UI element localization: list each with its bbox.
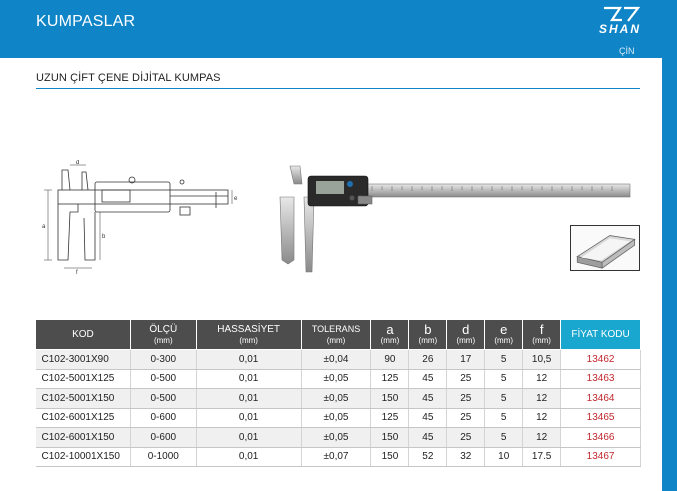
table-cell: 150 <box>371 447 409 467</box>
table-cell: 12 <box>523 389 561 409</box>
table-cell: 25 <box>447 428 485 448</box>
table-cell: 17 <box>447 350 485 370</box>
title-divider <box>36 88 640 89</box>
table-cell: 45 <box>409 428 447 448</box>
table-cell: 5 <box>485 369 523 389</box>
table-cell: 12 <box>523 369 561 389</box>
table-cell: 17.5 <box>523 447 561 467</box>
product-code-cell: C102-3001X90 <box>36 350 131 370</box>
table-cell: 0,01 <box>196 350 301 370</box>
price-code-cell: 13464 <box>561 389 641 409</box>
table-cell: 0,01 <box>196 369 301 389</box>
product-code-cell: C102-6001X150 <box>36 428 131 448</box>
table-cell: ±0,05 <box>301 408 371 428</box>
column-header-hassasiyet: HASSASİYET (mm) <box>196 320 301 350</box>
table-cell: 10,5 <box>523 350 561 370</box>
product-code-cell: C102-6001X125 <box>36 408 131 428</box>
table-cell: 26 <box>409 350 447 370</box>
table-cell: 25 <box>447 389 485 409</box>
table-cell: 0,01 <box>196 447 301 467</box>
dimension-label-a: a <box>42 224 46 230</box>
column-header-e: e (mm) <box>485 320 523 350</box>
table-cell: 45 <box>409 389 447 409</box>
product-code-cell: C102-5001X125 <box>36 369 131 389</box>
table-row <box>36 428 641 448</box>
table-cell: 45 <box>409 408 447 428</box>
table-cell: 10 <box>485 447 523 467</box>
table-cell: 0-600 <box>130 428 196 448</box>
product-title: UZUN ÇİFT ÇENE DİJİTAL KUMPAS <box>36 72 221 84</box>
table-cell: 0-300 <box>130 350 196 370</box>
table-cell: 0-600 <box>130 408 196 428</box>
table-cell: 150 <box>371 428 409 448</box>
table-row <box>36 350 641 370</box>
table-cell: 25 <box>447 408 485 428</box>
column-header-fiyat-kodu: FİYAT KODU <box>561 320 641 350</box>
column-header-f: f (mm) <box>523 320 561 350</box>
price-code-cell: 13467 <box>561 447 641 467</box>
column-header-a: a (mm) <box>371 320 409 350</box>
column-header-b: b (mm) <box>409 320 447 350</box>
table-cell: 0,01 <box>196 428 301 448</box>
origin-label: ÇİN <box>619 46 635 56</box>
table-row <box>36 369 641 389</box>
table-cell: 0,01 <box>196 389 301 409</box>
price-code-cell: 13465 <box>561 408 641 428</box>
table-cell: 25 <box>447 369 485 389</box>
specification-table <box>35 319 641 467</box>
column-header-kod: KOD <box>36 320 131 350</box>
price-code-cell: 13462 <box>561 350 641 370</box>
table-row <box>36 389 641 409</box>
side-strip <box>662 0 677 491</box>
column-header-d: d (mm) <box>447 320 485 350</box>
table-cell: ±0,05 <box>301 389 371 409</box>
table-cell: 5 <box>485 408 523 428</box>
table-cell: 45 <box>409 369 447 389</box>
table-cell: 125 <box>371 408 409 428</box>
table-header-row <box>36 320 641 350</box>
brand-name: SHAN <box>598 22 641 36</box>
page-header <box>0 0 662 58</box>
table-cell: 5 <box>485 428 523 448</box>
table-row <box>36 408 641 428</box>
price-code-cell: 13463 <box>561 369 641 389</box>
caliper-technical-drawing <box>40 160 250 275</box>
table-cell: 0-500 <box>130 369 196 389</box>
table-cell: 12 <box>523 428 561 448</box>
table-cell: 90 <box>371 350 409 370</box>
table-cell: 52 <box>409 447 447 467</box>
column-header-olcu: ÖLÇÜ (mm) <box>130 320 196 350</box>
table-cell: 125 <box>371 369 409 389</box>
dimension-label-b: b <box>102 234 106 240</box>
table-cell: 150 <box>371 389 409 409</box>
table-cell: 0-500 <box>130 389 196 409</box>
table-cell: 0-1000 <box>130 447 196 467</box>
table-row <box>36 447 641 467</box>
table-cell: ±0,05 <box>301 428 371 448</box>
product-code-cell: C102-5001X150 <box>36 389 131 409</box>
table-cell: ±0,04 <box>301 350 371 370</box>
table-cell: 12 <box>523 408 561 428</box>
table-cell: ±0,07 <box>301 447 371 467</box>
product-code-cell: C102-10001X150 <box>36 447 131 467</box>
table-cell: 32 <box>447 447 485 467</box>
price-code-cell: 13466 <box>561 428 641 448</box>
table-cell: 0,01 <box>196 408 301 428</box>
column-header-tolerans: TOLERANS (mm) <box>301 320 371 350</box>
table-cell: 5 <box>485 389 523 409</box>
rectangular-beam-detail-image <box>570 225 640 271</box>
dimension-label-f: f <box>76 270 78 275</box>
dimension-label-d: d <box>76 160 80 166</box>
section-title: KUMPASLAR <box>36 13 136 30</box>
table-cell: 5 <box>485 350 523 370</box>
table-cell: ±0,05 <box>301 369 371 389</box>
dimension-label-e: e <box>234 196 238 202</box>
